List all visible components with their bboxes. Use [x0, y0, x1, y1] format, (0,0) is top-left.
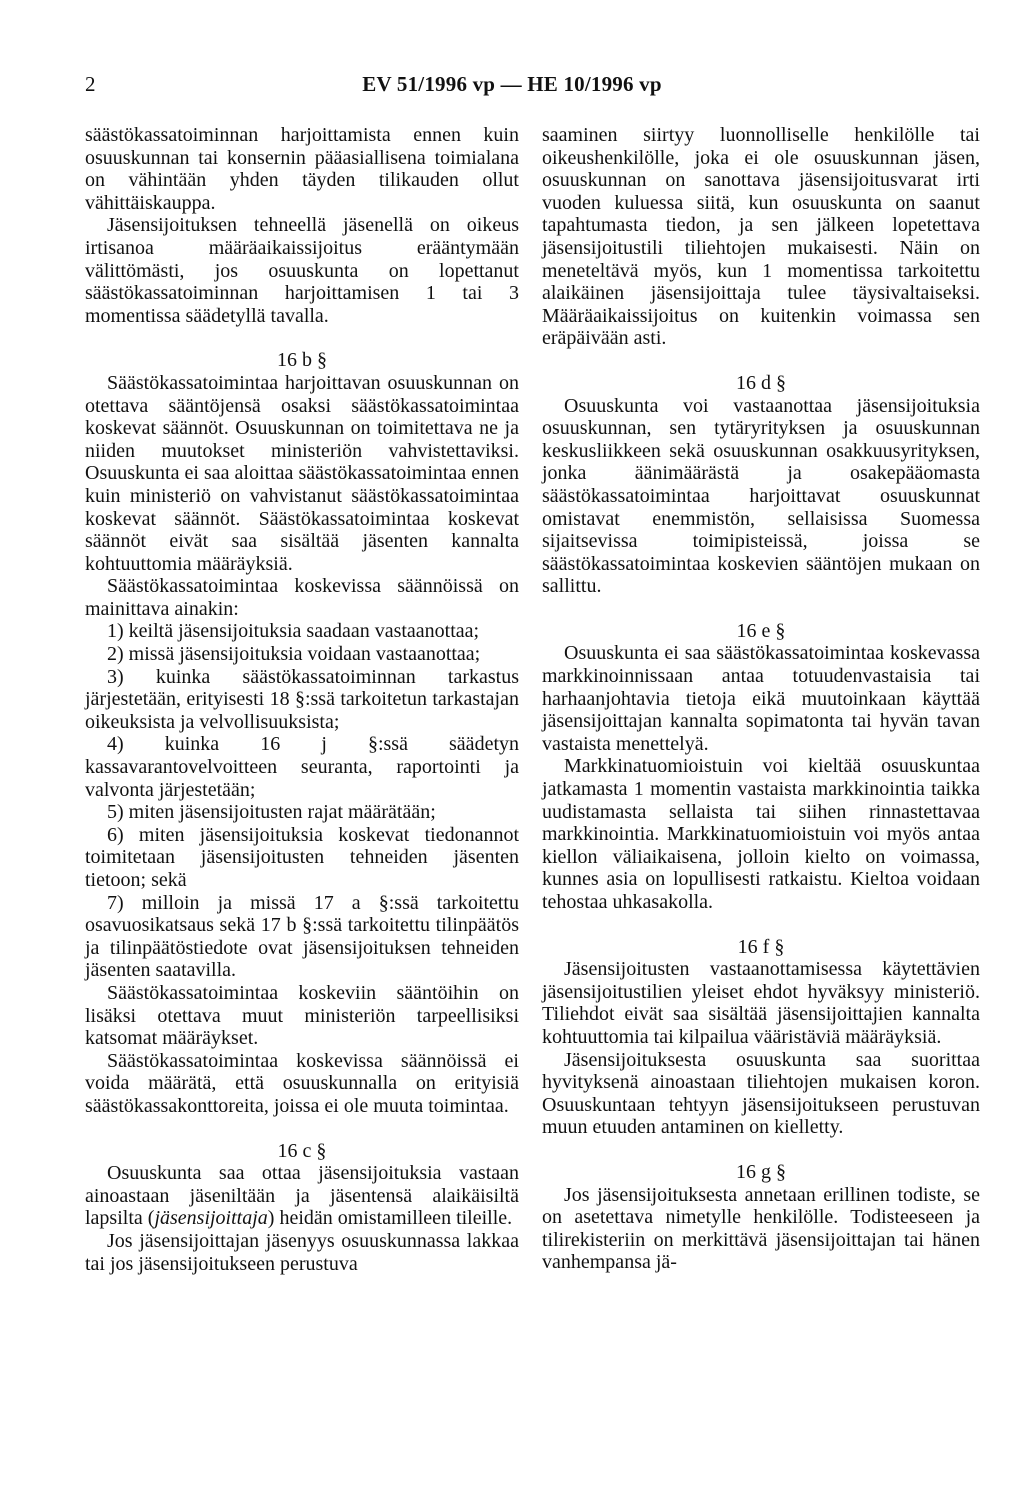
list-item: 5) miten jäsensijoitusten rajat määrätään;: [107, 801, 436, 824]
section-heading-16c: 16 c §: [277, 1139, 327, 1162]
section-heading-16f: 16 f §: [737, 935, 785, 958]
paragraph: Jos jäsensijoittajan jäsenyys osuuskunnassa lakkaa tai jos jäsensijoitukseen perustuva: [85, 1229, 519, 1275]
paragraph: Jäsensijoituksen tehneellä jäsenellä on oikeus irtisanoa määräaikaissijoitus erääntymään välittömästi, jos osuuskunta on lopettanut säästökassatoiminnan harjoittamisen 1 tai 3 momentissa säädetyllä tavalla.: [85, 214, 519, 327]
paragraph: saaminen siirtyy luonnolliselle henkilölle tai oikeushenkilölle, joka ei ole osuuskunnan jäsen, osuuskunnan on sanottava jäsensijoitusvarat irti vuoden kuluessa siitä, kun osuuskunta on saanut tapahtumasta tiedon, ja sen jälkeen lopetettava jäsensijoitustili tiliehtojen mukaisesti. Näin on meneteltävä myös, kun 1 momentissa tarkoitettu alaikäinen jäsensijoittaja tulee täysivaltaiseksi. Määräaikaissijoitus on kuitenkin voimassa sen eräpäivään asti.: [542, 124, 980, 350]
left-column: [85, 124, 519, 1275]
list-item: 6) miten jäsensijoituksia koskevat tiedonannot toimitetaan jäsensijoitusten tehneiden jäsenten tietoon; sekä: [85, 823, 519, 891]
list-item: 7) milloin ja missä 17 a §:ssä tarkoitettu osavuosikatsaus sekä 17 b §:ssä tarkoitettu tilinpäätös ja tilinpäätöstiedote ovat jäsensijoituksen tehneiden jäsenten saatavilla.: [85, 891, 519, 982]
paragraph: säästökassatoiminnan harjoittamista ennen kuin osuuskunnan tai konsernin pääasiallisena toimialana on vähintään yhden täyden tilikauden ollut vähittäiskauppa.: [85, 124, 519, 214]
paragraph: Osuuskunta ei saa säästökassatoimintaa koskevassa markkinoinnissaan antaa totuudenvastaisia tai harhaanjohtavia tietoja eikä muutoinkaan käyttää jäsensijoittajan kannalta sopimatonta tai hyvän tavan vastaista menettelyä.: [542, 642, 980, 755]
defined-term: jäsensijoittaja: [154, 1207, 268, 1230]
list-item: 4) kuinka 16 j §:ssä säädetyn kassavarantovelvoitteen seuranta, raportointi ja valvonta järjestetään;: [85, 733, 519, 801]
text-run: ) heidän omistamilleen tileille.: [267, 1207, 513, 1230]
text-run: Osuuskunta saa ottaa jäsensijoituksia vastaan ainoastaan jäseniltään ja jäsentensä alaikäisiltä lapsilta (: [85, 1162, 519, 1230]
paragraph: Jäsensijoitusten vastaanottamisessa käytettävien jäsensijoitustilien yleiset ehdot hyväksyy ministeriö. Tiliehdot eivät saa sisältää jäsensijoittajien kannalta kohtuuttomia tai kilpailua vääristäviä määräyksiä.: [542, 958, 980, 1048]
list-item: 2) missä jäsensijoituksia voidaan vastaanottaa;: [107, 643, 481, 666]
paragraph: [85, 1162, 519, 1230]
list-item: 3) kuinka säästökassatoiminnan tarkastus järjestetään, erityisesti 18 §:ssä tarkoitetun tarkastajan oikeuksista ja velvollisuuksista;: [85, 665, 519, 733]
section-heading-16d: 16 d §: [736, 371, 786, 394]
paragraph: Osuuskunta voi vastaanottaa jäsensijoituksia osuuskunnan, sen tytäryrityksen ja osuuskunnan keskusliikkeen sekä osuuskunnan osakkuusyrityksen, jonka äänimäärästä ja osakepääomasta säästökassatoimintaa harjoittavat osuuskunnat omistavat enemmistön, sellaisissa Suomessa sijaitsevissa toimipisteissä, joissa se säästökassatoimintaa koskevien sääntöjen mukaan on sallittu.: [542, 394, 980, 598]
section-heading-16b: 16 b §: [277, 349, 327, 372]
section-heading-16g: 16 g §: [736, 1160, 786, 1183]
paragraph: Jos jäsensijoituksesta annetaan erillinen todiste, se on asetettava nimetylle henkilölle. Todisteeseen ja tilirekisteriin on merkittävä jäsensijoittajan tai hänen vanhempansa jä-: [542, 1183, 980, 1274]
section-heading-16e: 16 e §: [736, 619, 786, 642]
paragraph: Säästökassatoimintaa koskevissa säännöissä on mainittava ainakin:: [85, 575, 519, 620]
paragraph: Jäsensijoituksesta osuuskunta saa suorittaa hyvityksenä ainoastaan tiliehtojen mukaisen koron. Osuuskuntaan tehtyyn jäsensijoitukseen perustuvan muun etuuden antaminen on kielletty.: [542, 1048, 980, 1139]
running-header: EV 51/1996 vp — HE 10/1996 vp: [362, 72, 662, 96]
list-item: 1) keiltä jäsensijoituksia saadaan vastaanottaa;: [107, 620, 480, 643]
paragraph: Säästökassatoimintaa koskevissa säännöissä ei voida määrätä, että osuuskunnalla on erityisiä säästökassakonttoreita, joissa ei ole muuta toimintaa.: [85, 1049, 519, 1117]
paragraph: Säästökassatoimintaa koskeviin sääntöihin on lisäksi otettava muut ministeriön tarpeellisiksi katsomat määräykset.: [85, 981, 519, 1050]
paragraph: Säästökassatoimintaa harjoittavan osuuskunnan on otettava sääntöjensä osaksi säästökassatoimintaa koskevat säännöt. Osuuskunnan on toimitettava ne ja niiden muutokset ministeriön vahvistettaviksi. Osuuskunta ei saa aloittaa säästökassatoimintaa ennen kuin ministeriö on vahvistanut säästökassatoimintaa koskevat säännöt. Säästökassatoimintaa koskevat säännöt eivät saa sisältää jäsenten kannalta kohtuuttomia määräyksiä.: [85, 371, 519, 575]
paragraph: Markkinatuomioistuin voi kieltää osuuskuntaa jatkamasta 1 momentin vastaista markkinointia taikka uudistamasta sellaista tai siihen rinnastettavaa markkinointia. Markkinatuomioistuin voi myös antaa kiellon väliaikaisena, jolloin kielto on voimassa, kunnes asia on lopullisesti ratkaistu. Kieltoa voidaan tehostaa uhkasakolla.: [542, 755, 980, 913]
page-number: 2: [85, 72, 96, 96]
right-column: [542, 124, 980, 1274]
